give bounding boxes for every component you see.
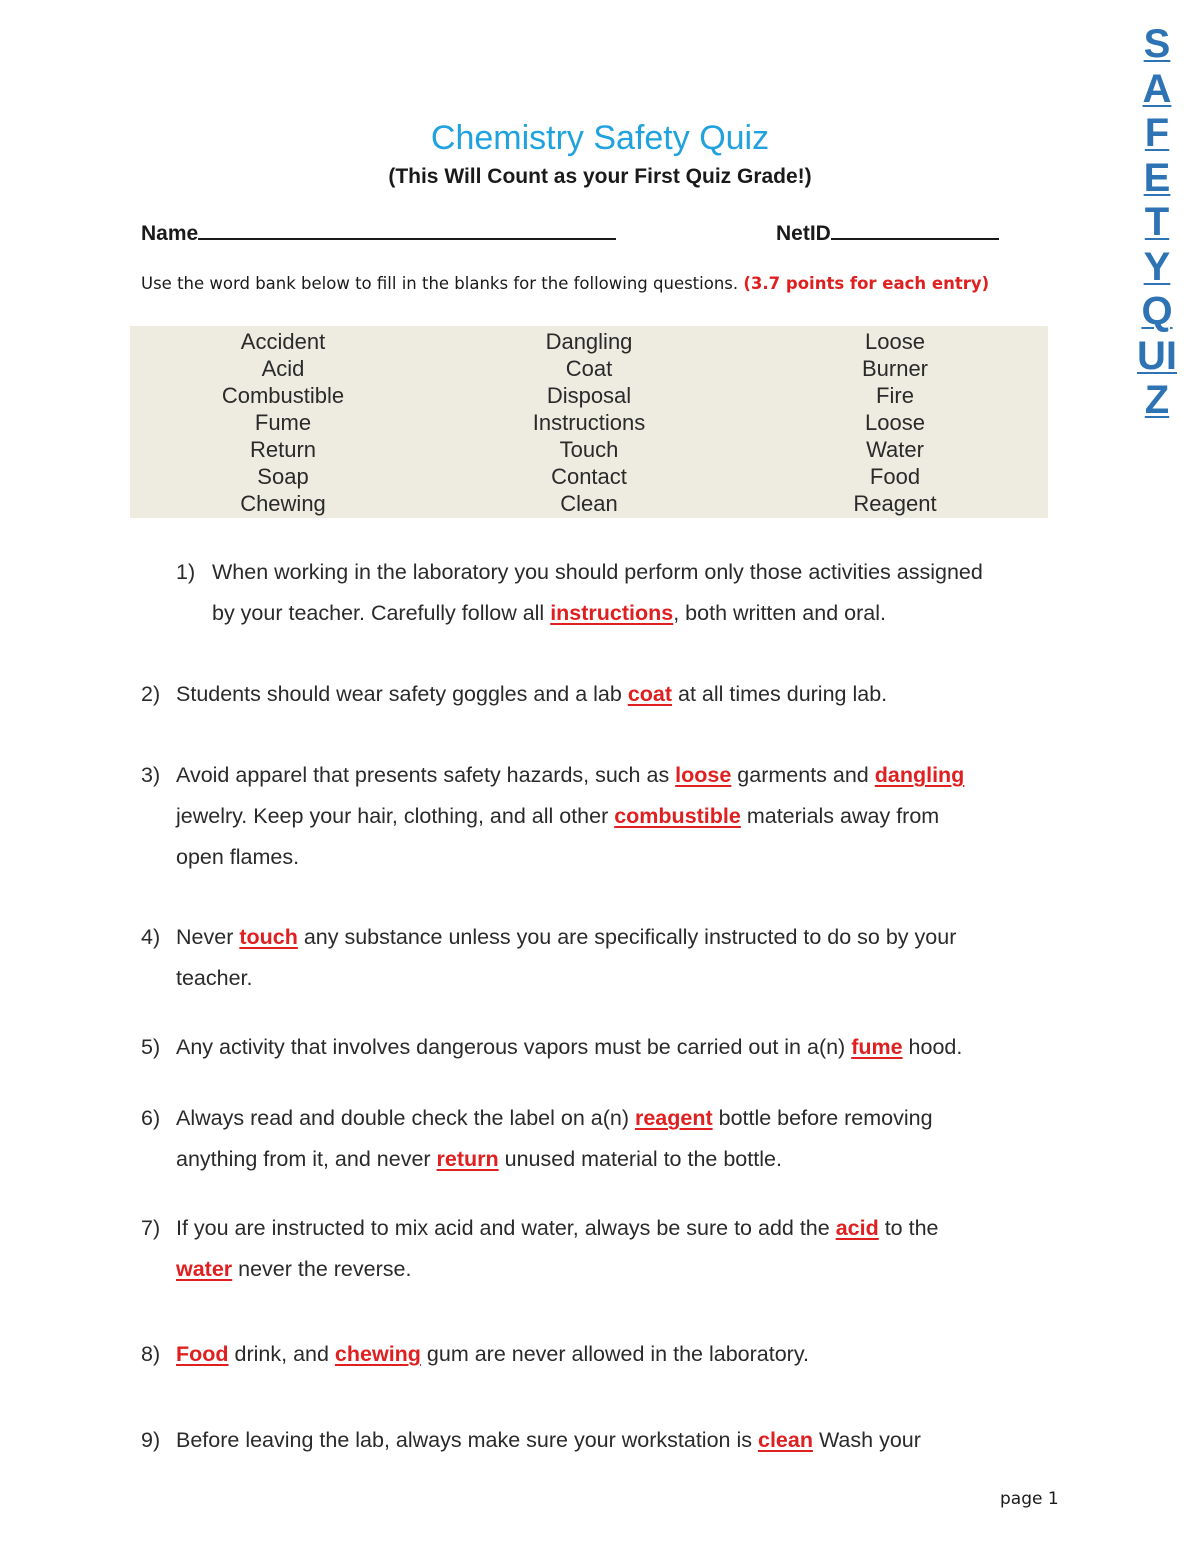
word-bank-word: Disposal — [546, 383, 632, 408]
question-number: 8) — [141, 1342, 161, 1366]
side-letter: Z — [1144, 378, 1170, 422]
answer: instructions — [550, 601, 674, 625]
page-title: Chemistry Safety Quiz — [430, 119, 770, 157]
word-bank-word: Loose — [865, 410, 925, 435]
word-bank-word: Combustible — [221, 383, 345, 408]
question-text: teacher. — [176, 966, 253, 990]
side-letter: T — [1144, 200, 1170, 244]
answer: clean — [757, 1428, 813, 1452]
text-segment: garments and — [731, 763, 875, 787]
question-text — [176, 679, 887, 709]
answer: combustible — [614, 804, 741, 828]
question-number: 7) — [141, 1216, 161, 1240]
answer: fume — [851, 1035, 903, 1059]
word-bank-column — [436, 328, 742, 517]
side-letter: F — [1144, 111, 1170, 155]
word-bank-word: Instructions — [532, 410, 646, 435]
word-bank-word: Fire — [876, 383, 914, 408]
instructions — [141, 272, 989, 296]
instructions-text: Use the word bank below to fill in the blanks for the following questions. — [141, 274, 739, 293]
side-letter: A — [1142, 66, 1172, 111]
question-number: 4) — [141, 925, 161, 949]
question-number: 9) — [141, 1428, 161, 1452]
text-segment: Wash your — [812, 1428, 921, 1452]
text-segment: by your teacher. Carefully follow all — [212, 601, 551, 625]
text-segment: Students should wear safety goggles and a lab — [176, 682, 628, 706]
answer: touch — [239, 925, 298, 949]
question-number: 3) — [141, 763, 161, 787]
text-segment: bottle before removing — [712, 1106, 933, 1130]
name-blank[interactable] — [198, 217, 616, 240]
question-text — [176, 1213, 938, 1243]
answer: return — [436, 1147, 499, 1171]
word-bank-word: Return — [249, 437, 317, 462]
netid-blank[interactable] — [831, 217, 999, 240]
text-segment: Always read and double check the label on a(n) — [176, 1106, 635, 1130]
word-bank-column — [742, 328, 1048, 517]
word-bank-word: Acid — [261, 356, 305, 381]
answer: coat — [627, 682, 673, 706]
side-letter: UI — [1137, 333, 1177, 378]
question-text — [176, 1254, 411, 1284]
side-letter: E — [1143, 155, 1171, 200]
answer: chewing — [334, 1342, 421, 1366]
word-bank-word: Burner — [861, 356, 929, 381]
answer: reagent — [634, 1106, 713, 1130]
word-bank-word: Coat — [565, 356, 613, 381]
question-text — [176, 1144, 782, 1174]
question-number: 1) — [176, 560, 196, 584]
text-segment: Avoid apparel that presents safety hazards, such as — [176, 763, 676, 787]
netid-label: NetID — [776, 222, 831, 245]
text-segment: Before leaving the lab, always make sure your workstation is — [176, 1428, 758, 1452]
side-letter: S — [1143, 22, 1171, 66]
word-bank — [130, 326, 1048, 518]
word-bank-word: Soap — [257, 464, 309, 489]
points-note: (3.7 points for each entry) — [743, 274, 990, 293]
text-segment: never the reverse. — [232, 1257, 412, 1281]
text-segment: at all times during lab. — [672, 682, 888, 706]
question-text — [176, 922, 956, 952]
answer: dangling — [874, 763, 965, 787]
text-segment: Never — [176, 925, 240, 949]
question-text: When working in the laboratory you should perform only those activities assigned — [212, 560, 983, 584]
netid-field[interactable] — [776, 217, 999, 248]
answer: Food — [176, 1342, 229, 1366]
name-label: Name — [141, 222, 199, 245]
word-bank-column — [130, 328, 436, 517]
answer: water — [176, 1257, 233, 1281]
text-segment: If you are instructed to mix acid and water, always be sure to add the — [176, 1216, 836, 1240]
text-segment: unused material to the bottle. — [498, 1147, 782, 1171]
question-number: 2) — [141, 682, 161, 706]
text-segment: materials away from — [740, 804, 940, 828]
question-text — [176, 1425, 921, 1455]
side-letter: Q — [1141, 289, 1173, 333]
question-number: 6) — [141, 1106, 161, 1130]
word-bank-word: Fume — [254, 410, 312, 435]
question-number: 5) — [141, 1035, 161, 1059]
page-subtitle: (This Will Count as your First Quiz Grade!) — [388, 165, 812, 188]
text-segment: gum are never allowed in the laboratory. — [420, 1342, 809, 1366]
answer: loose — [675, 763, 732, 787]
side-safety-quiz-word — [1132, 22, 1182, 423]
word-bank-word: Loose — [865, 329, 925, 354]
text-segment: Any activity that involves dangerous vapors must be carried out in a(n) — [176, 1035, 852, 1059]
text-segment: to the — [878, 1216, 939, 1240]
page-number: page 1 — [1000, 1489, 1059, 1509]
word-bank-word: Reagent — [853, 491, 937, 516]
question-text — [176, 1103, 933, 1133]
question-text — [176, 1032, 962, 1062]
text-segment: any substance unless you are specifically instructed to do so by your — [297, 925, 957, 949]
question-text: open flames. — [176, 845, 300, 869]
text-segment: drink, and — [228, 1342, 335, 1366]
word-bank-word: Touch — [559, 437, 619, 462]
question-text — [212, 598, 886, 628]
word-bank-word: Water — [866, 437, 924, 462]
word-bank-word: Food — [869, 464, 921, 489]
text-segment: , both written and oral. — [673, 601, 886, 625]
question-text — [176, 760, 964, 790]
word-bank-word: Chewing — [240, 491, 326, 516]
answer: acid — [835, 1216, 879, 1240]
text-segment: anything from it, and never — [176, 1147, 437, 1171]
word-bank-word: Accident — [240, 329, 326, 354]
side-letter: Y — [1143, 244, 1171, 289]
word-bank-word: Dangling — [545, 329, 633, 354]
text-segment: hood. — [902, 1035, 963, 1059]
question-text — [176, 1339, 809, 1369]
word-bank-word: Clean — [560, 491, 618, 516]
question-text — [176, 801, 939, 831]
name-field[interactable] — [141, 217, 616, 248]
word-bank-word: Contact — [551, 464, 627, 489]
text-segment: jewelry. Keep your hair, clothing, and all other — [176, 804, 615, 828]
